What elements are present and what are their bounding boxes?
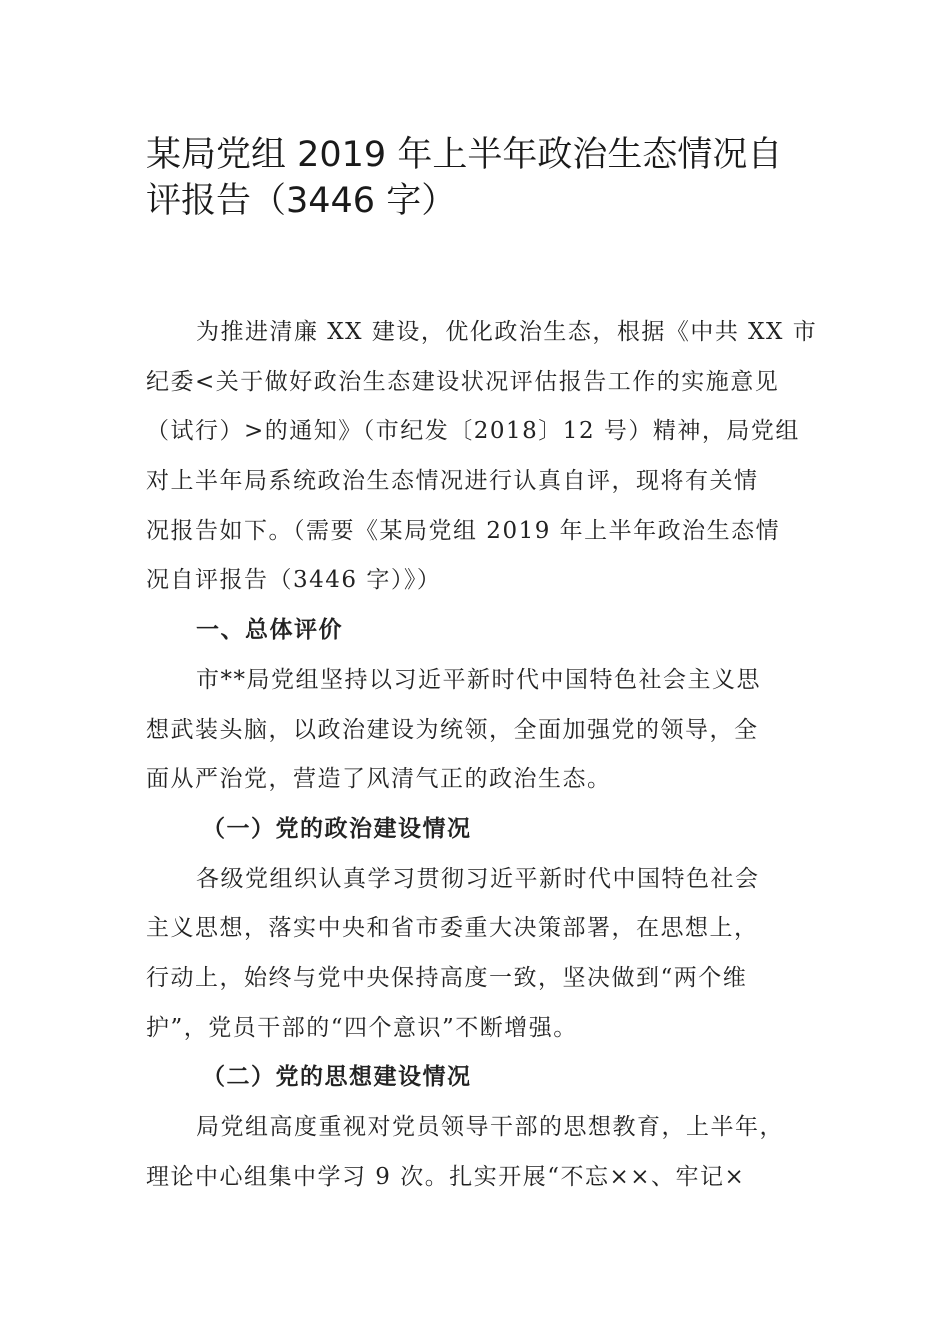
paragraph-line: 理论中心组集中学习 9 次。扎实开展“不忘××、牢记× bbox=[146, 1163, 746, 1190]
paragraph-line: 况自评报告（3446 字）》） bbox=[146, 567, 442, 594]
paragraph-first-line: 各级党组织认真学习贯彻习近平新时代中国特色社会 bbox=[196, 865, 760, 892]
paragraph-line: 主义思想，落实中央和省市委重大决策部署，在思想上， bbox=[146, 915, 759, 942]
title-line: 某局党组 2019 年上半年政治生态情况自 bbox=[146, 135, 783, 175]
paragraph-line: 对上半年局系统政治生态情况进行认真自评，现将有关情 bbox=[146, 468, 759, 495]
section-heading: 一、总体评价 bbox=[196, 617, 343, 644]
paragraph-line: 行动上，始终与党中央保持高度一致，坚决做到“两个维 bbox=[146, 964, 748, 991]
subsection-heading: （二）党的思想建设情况 bbox=[202, 1064, 472, 1091]
document-title bbox=[146, 132, 826, 224]
paragraph-line: （试行）>的通知》（市纪发〔2018〕12 号）精神，局党组 bbox=[146, 418, 800, 445]
document-body bbox=[146, 308, 816, 1202]
paragraph-line: 护”，党员干部的“四个意识”不断增强。 bbox=[146, 1014, 578, 1041]
paragraph-first-line: 局党组高度重视对党员领导干部的思想教育，上半年， bbox=[196, 1114, 784, 1140]
paragraph-line: 纪委<关于做好政治生态建设状况评估报告工作的实施意见 bbox=[146, 368, 780, 395]
subsection-heading: （一）党的政治建设情况 bbox=[202, 815, 472, 842]
paragraph-first-line: 为推进清廉 XX 建设，优化政治生态，根据《中共 XX 市 bbox=[196, 319, 818, 345]
paragraph-line: 面从严治党，营造了风清气正的政治生态。 bbox=[146, 766, 612, 793]
paragraph-line: 想武装头脑，以政治建设为统领，全面加强党的领导，全 bbox=[146, 716, 759, 743]
paragraph-first-line: 市**局党组坚持以习近平新时代中国特色社会主义思 bbox=[196, 666, 761, 693]
paragraph-line: 况报告如下。（需要《某局党组 2019 年上半年政治生态情 bbox=[146, 517, 781, 544]
title-line: 评报告（3446 字） bbox=[146, 181, 457, 221]
